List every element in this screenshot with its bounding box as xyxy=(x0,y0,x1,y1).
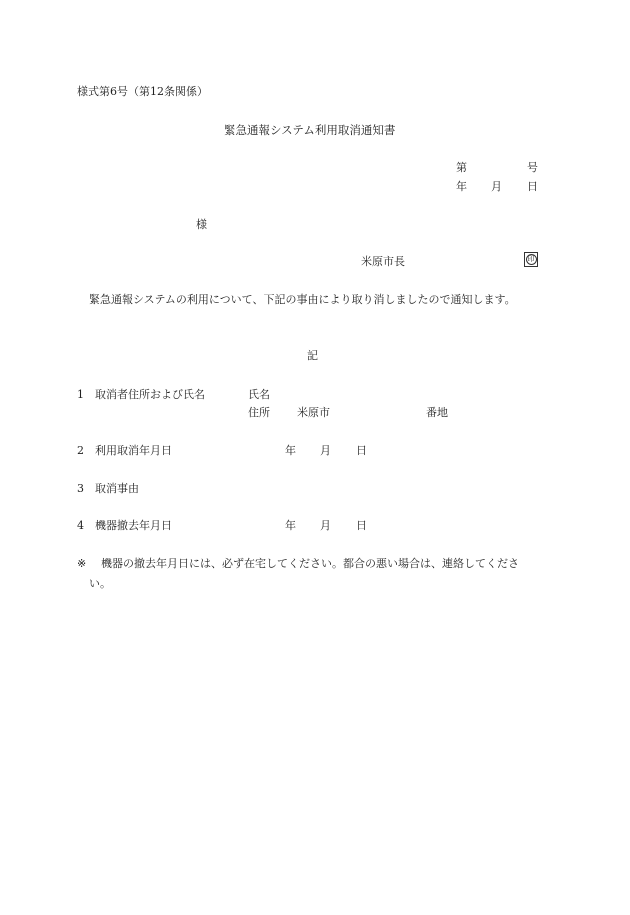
body-text: 緊急通報システムの利用について、下記の事由により取り消しましたので通知します。 xyxy=(89,293,516,306)
ki-heading: 記 xyxy=(307,349,318,362)
reference-go: 号 xyxy=(527,161,538,174)
note-mark: ※ xyxy=(77,557,87,570)
item-2-year: 年 xyxy=(285,444,296,457)
item-4-number: 4 xyxy=(77,519,84,532)
date-year: 年 xyxy=(456,180,467,193)
item-3-label: 取消事由 xyxy=(95,482,139,495)
address-banchi: 番地 xyxy=(426,406,448,419)
seal-stamp-box xyxy=(524,252,538,267)
address-city: 米原市 xyxy=(297,406,330,419)
item-4-day: 日 xyxy=(356,519,367,532)
sender-name: 米原市長 xyxy=(361,255,405,268)
item-2-label: 利用取消年月日 xyxy=(95,444,172,457)
item-1-label: 取消者住所および氏名 xyxy=(95,388,205,401)
seal-icon: 印 xyxy=(527,255,535,263)
name-label: 氏名 xyxy=(248,388,270,401)
item-1-number: 1 xyxy=(77,388,84,401)
form-number-label: 様式第6号（第12条関係） xyxy=(77,85,208,98)
item-4-month: 月 xyxy=(320,519,331,532)
item-4-label: 機器撤去年月日 xyxy=(95,519,172,532)
addressee-honorific: 様 xyxy=(196,218,207,231)
reference-dai: 第 xyxy=(456,161,467,174)
note-line-2: い。 xyxy=(89,577,111,590)
note-line-1: 機器の撤去年月日には、必ず在宅してください。都合の悪い場合は、連絡してくださ xyxy=(101,557,519,570)
item-4-year: 年 xyxy=(285,519,296,532)
date-month: 月 xyxy=(491,180,502,193)
document-title: 緊急通報システム利用取消通知書 xyxy=(224,123,396,137)
item-3-number: 3 xyxy=(77,482,84,495)
date-day: 日 xyxy=(527,180,538,193)
item-2-number: 2 xyxy=(77,444,84,457)
address-label: 住所 xyxy=(248,406,270,419)
item-2-day: 日 xyxy=(356,444,367,457)
item-2-month: 月 xyxy=(320,444,331,457)
